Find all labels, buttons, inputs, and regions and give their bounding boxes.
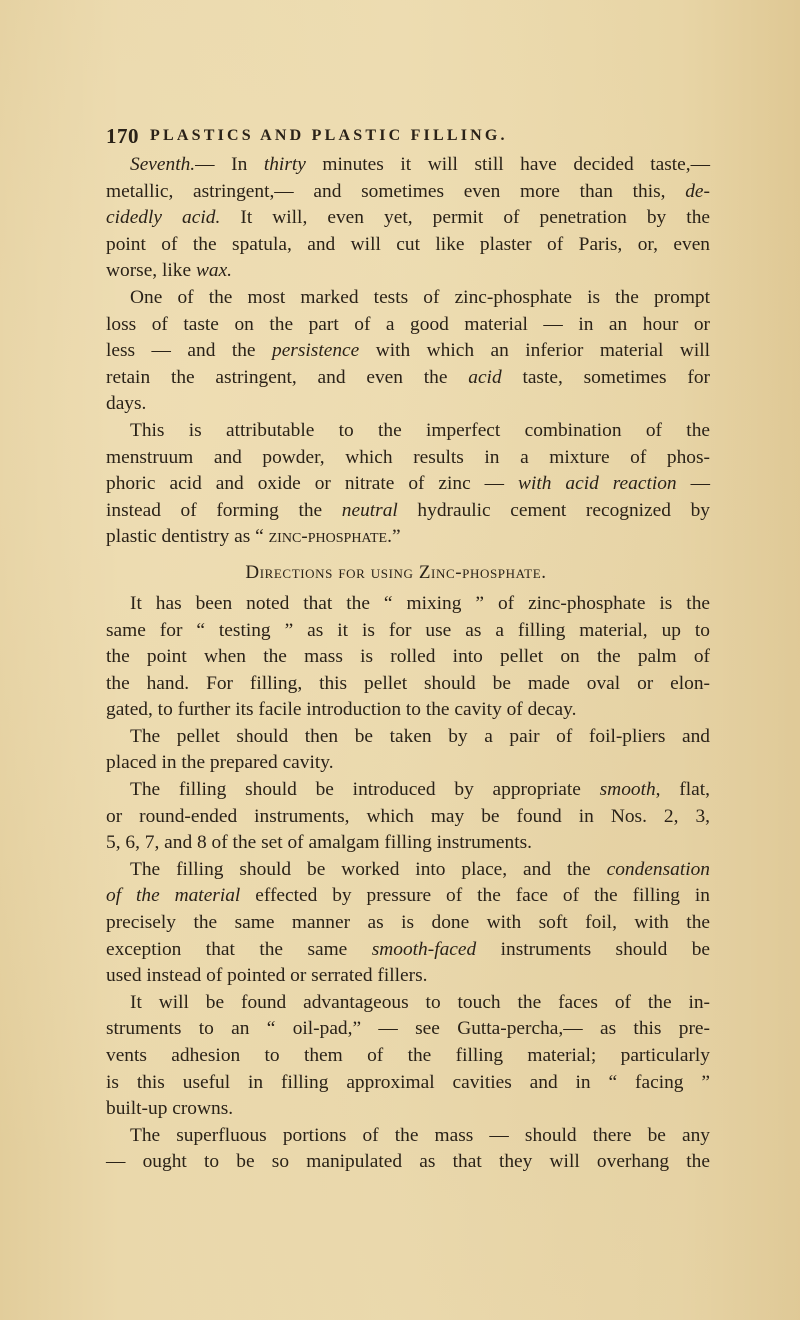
italic-text: acid	[468, 366, 502, 388]
text-run: taste, sometimes for	[501, 366, 710, 388]
paragraph	[106, 1123, 710, 1176]
text-line	[106, 418, 710, 445]
text-run: 5, 6, 7, and 8 of the set of amalgam filling instruments.	[106, 832, 532, 854]
text-run: the hand. For filling, this pellet should be made oval or elon-	[106, 672, 710, 694]
text-run: instead of forming the	[106, 499, 342, 521]
text-run: ”	[391, 526, 401, 548]
text-run: worse, like	[106, 260, 196, 282]
text-run: — In	[195, 154, 264, 175]
italic-text: smooth	[599, 779, 656, 801]
text-line	[106, 591, 710, 618]
text-run: —	[676, 473, 710, 495]
text-line	[106, 804, 710, 831]
paragraph	[106, 285, 710, 418]
text-run: exception that the same	[106, 938, 372, 960]
text-run: placed in the prepared cavity.	[106, 752, 334, 774]
italic-text: condensation	[606, 858, 710, 880]
italic-text: wax.	[195, 260, 233, 282]
text-line	[106, 697, 710, 724]
paragraph	[106, 591, 710, 724]
text-run: phoric acid and oxide or nitrate of zinc —	[106, 473, 519, 495]
paragraph	[106, 777, 710, 857]
text-line	[106, 671, 710, 698]
text-line	[106, 618, 710, 645]
text-run: minutes it will still have decided taste,—	[305, 154, 710, 175]
text-run: metallic, astringent,— and sometimes even more than this,	[106, 180, 686, 202]
text-run: instruments should be	[476, 938, 711, 960]
text-run: is this useful in filling approximal cavities and in “ facing ”	[106, 1071, 710, 1093]
body-text	[106, 152, 710, 1176]
paragraph	[106, 418, 710, 551]
text-line	[106, 365, 710, 392]
text-run: — ought to be so manipulated as that they will overhang the	[106, 1151, 710, 1173]
text-line	[106, 830, 710, 857]
text-run: The superfluous portions of the mass — should there be any	[130, 1124, 710, 1146]
text-line	[106, 1043, 710, 1070]
text-run: vents adhesion to them of the filling material; particularly	[106, 1045, 710, 1066]
running-head	[106, 124, 710, 148]
text-run: point of the spatula, and will cut like plaster of Paris, or, even	[106, 233, 710, 255]
text-run: The pellet should then be taken by a pair of foil-pliers and	[130, 725, 710, 747]
text-run: gated, to further its facile introduction to the cavity of decay.	[106, 699, 577, 721]
text-line	[106, 524, 710, 551]
italic-text: with acid reaction	[518, 473, 677, 495]
text-line	[106, 724, 710, 751]
text-line	[106, 338, 710, 365]
running-title: PLASTICS AND PLASTIC FILLING.	[150, 127, 508, 144]
text-line	[106, 777, 710, 804]
text-line	[106, 937, 710, 964]
text-line	[106, 312, 710, 339]
paragraph	[106, 857, 710, 990]
text-run: built-up crowns.	[106, 1098, 234, 1120]
text-line	[106, 1016, 710, 1043]
italic-text: Seventh.	[130, 154, 196, 175]
text-run: The filling should be introduced by appropriate	[130, 779, 600, 801]
text-run: the point when the mass is rolled into pellet on the palm of	[106, 646, 710, 668]
text-line	[106, 883, 710, 910]
paragraph	[106, 990, 710, 1123]
text-run: One of the most marked tests of zinc-phosphate is the prompt	[130, 286, 710, 308]
text-run: hydraulic cement recognized by	[397, 499, 710, 521]
text-run: menstruum and powder, which results in a mixture of phos-	[106, 446, 710, 468]
text-run: same for “ testing ” as it is for use as a filling material, up to	[106, 619, 710, 641]
text-line	[106, 1096, 710, 1123]
text-run: It will, even yet, permit of penetration by the	[220, 207, 710, 229]
text-line	[106, 750, 710, 777]
text-line	[106, 644, 710, 671]
text-run: struments to an “ oil-pad,” — see Gutta-percha,— as this pre-	[106, 1018, 710, 1040]
text-run: This is attributable to the imperfect combination of the	[130, 419, 710, 441]
text-run: or round-ended instruments, which may be found in Nos. 2, 3,	[106, 805, 710, 827]
italic-text: neutral	[341, 499, 398, 521]
small-caps-text: zinc-phosphate.	[268, 526, 392, 548]
text-line	[106, 258, 710, 285]
text-run: precisely the same manner as is done with soft foil, with the	[106, 912, 710, 934]
text-line	[106, 285, 710, 312]
text-run: effected by pressure of the face of the filling in	[240, 885, 710, 907]
text-run: plastic dentistry as “	[106, 526, 269, 548]
italic-text: of the material	[106, 885, 241, 907]
text-line	[106, 205, 710, 232]
section-heading: Directions for using Zinc-phosphate.	[245, 561, 547, 583]
text-run: days.	[106, 393, 147, 415]
text-line	[106, 445, 710, 472]
text-line	[106, 232, 710, 259]
text-run: less — and the	[106, 340, 272, 362]
paragraph	[106, 152, 710, 285]
text-run: It will be found advantageous to touch the faces of the in-	[130, 991, 710, 1013]
text-line	[106, 179, 710, 206]
text-line	[106, 857, 710, 884]
text-run: loss of taste on the part of a good material — in an hour or	[106, 313, 710, 335]
text-line	[106, 152, 710, 179]
text-line	[106, 1070, 710, 1097]
text-line	[106, 1123, 710, 1150]
text-line	[106, 498, 710, 525]
text-run: retain the astringent, and even the	[106, 366, 469, 388]
text-line	[106, 990, 710, 1017]
text-run: used instead of pointed or serrated fillers.	[106, 965, 428, 987]
paragraph	[106, 724, 710, 777]
text-run: with which an inferior material will	[359, 340, 710, 362]
text-line	[106, 1149, 710, 1176]
italic-text: cidedly acid.	[106, 207, 221, 229]
text-line	[106, 910, 710, 937]
text-line	[106, 963, 710, 990]
italic-text: de-	[685, 180, 710, 202]
italic-text: persistence	[272, 340, 360, 362]
italic-text: thirty	[263, 154, 306, 175]
text-line	[106, 391, 710, 418]
italic-text: smooth-faced	[371, 938, 477, 960]
text-run: , flat,	[655, 779, 710, 801]
text-line	[106, 471, 710, 498]
text-run: It has been noted that the “ mixing ” of zinc-phosphate is the	[130, 592, 710, 614]
text-run: The filling should be worked into place, and the	[130, 858, 607, 880]
page-number: 170	[106, 124, 139, 148]
